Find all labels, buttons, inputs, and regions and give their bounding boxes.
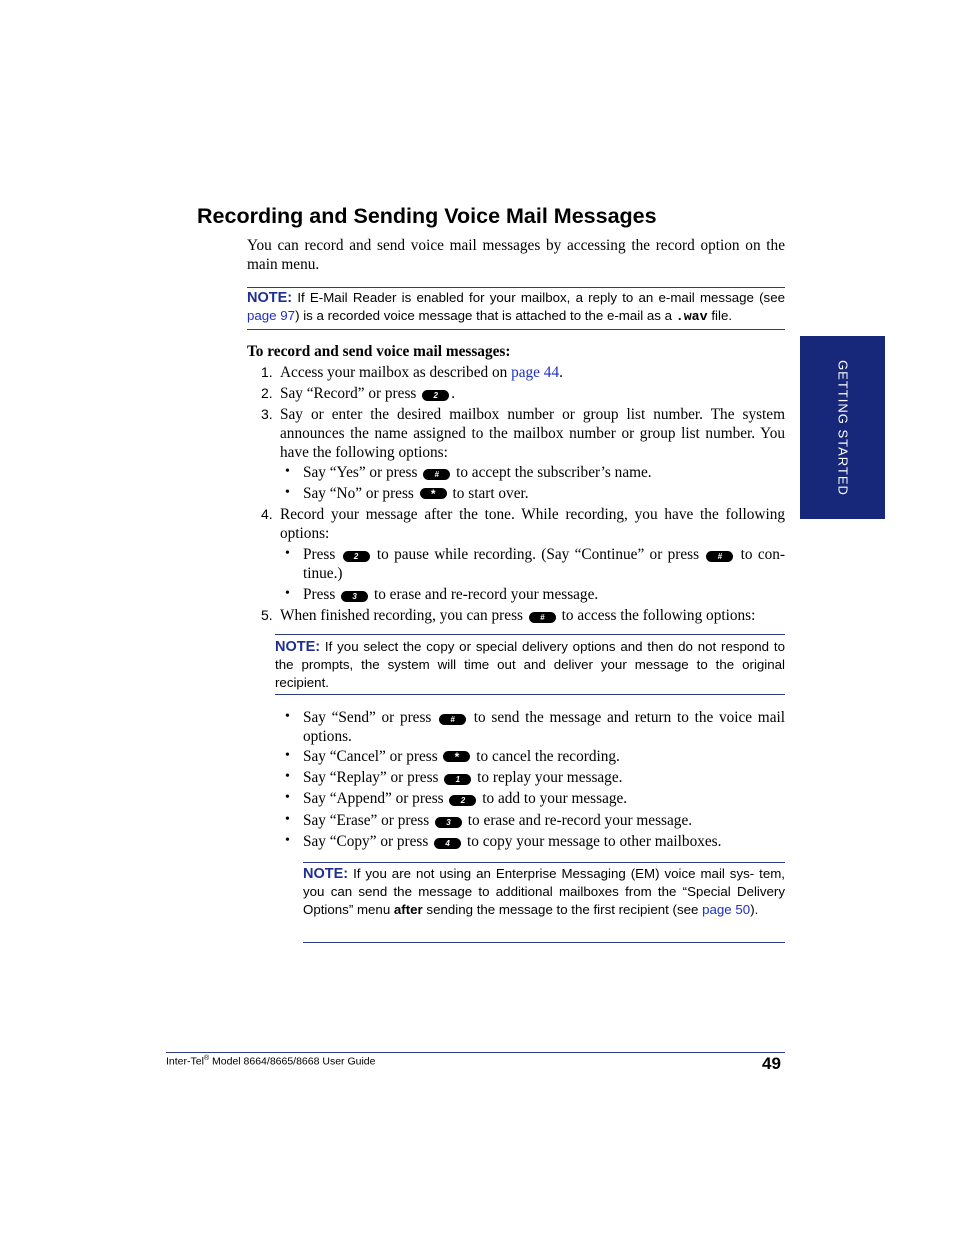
option-text: Say “Append” or press <box>303 790 448 807</box>
option-text: Say “Send” or press <box>303 709 438 726</box>
note-rule-top <box>275 634 785 635</box>
bullet-icon: • <box>285 546 290 561</box>
bullet-icon: • <box>285 709 290 724</box>
footer-brand: Inter-Tel <box>166 1055 204 1068</box>
bullet-icon: • <box>285 464 290 479</box>
option-text: Press <box>303 586 340 603</box>
option-text: Say “No” or press <box>303 485 418 502</box>
bullet-icon: • <box>285 748 290 763</box>
section-tab <box>800 336 885 519</box>
page-44-link[interactable]: page 44 <box>511 364 560 381</box>
key-2-icon: 2 <box>422 390 449 401</box>
step-5 <box>280 606 785 625</box>
note-label: NOTE: <box>247 290 293 306</box>
bullet-icon: • <box>285 769 290 784</box>
note-timeout <box>275 638 785 691</box>
key-1-icon: 1 <box>444 774 471 785</box>
option-text: to start over. <box>448 485 529 502</box>
note-enterprise-messaging <box>303 865 785 919</box>
footer-rule <box>166 1052 785 1053</box>
step-text: Say “Record” or press <box>280 385 421 402</box>
page-50-link[interactable]: page 50 <box>702 902 751 917</box>
step-text: When finished recording, you can press <box>280 607 527 624</box>
option-text: Press <box>303 546 341 563</box>
option-text: to add to your message. <box>478 790 628 807</box>
option-copy <box>303 832 785 851</box>
note-email-reader <box>247 289 785 326</box>
note-rule-top <box>303 862 785 863</box>
option-text: to accept the subscriber’s name. <box>452 464 652 481</box>
key-3-icon: 3 <box>435 817 462 828</box>
step-number: 1. <box>261 364 273 380</box>
key-hash-icon: # <box>423 469 450 480</box>
step-3-option-no <box>303 484 785 503</box>
bullet-icon: • <box>285 485 290 500</box>
step-4-option-pause <box>303 545 785 583</box>
option-send <box>303 708 785 746</box>
option-text: to con- tinue.) <box>303 546 786 582</box>
step-3-option-yes <box>303 463 785 482</box>
step-4-option-erase <box>303 585 785 604</box>
key-hash-icon: # <box>439 714 466 725</box>
step-text: . <box>451 385 456 402</box>
option-text: Say “Copy” or press <box>303 833 433 850</box>
key-2-icon: 2 <box>343 551 370 562</box>
step-1 <box>280 363 785 382</box>
option-text: to copy your message to other mailboxes. <box>463 833 722 850</box>
option-text: Say “Yes” or press <box>303 464 422 481</box>
option-text: Say “Replay” or press <box>303 769 443 786</box>
procedure-heading: To record and send voice mail messages: <box>247 343 511 360</box>
footer-guide-title <box>166 1055 375 1068</box>
step-2 <box>280 384 785 403</box>
note-rule-top <box>247 287 785 288</box>
note-text: If E-Mail Reader is enabled for your mailbox, a reply to an e-mail message (see <box>292 290 785 305</box>
page-97-link[interactable]: page 97 <box>247 308 296 324</box>
step-text: Access your mailbox as described on <box>280 364 512 381</box>
key-star-icon: * <box>443 751 470 762</box>
bullet-icon: • <box>285 812 290 827</box>
wav-code: .wav <box>675 309 708 325</box>
step-number: 3. <box>261 406 273 422</box>
note-rule-bottom <box>275 694 785 695</box>
key-2-icon: 2 <box>449 795 476 806</box>
page-title: Recording and Sending Voice Mail Messages <box>197 204 657 228</box>
step-text: . <box>559 364 563 381</box>
step-number: 4. <box>261 506 273 522</box>
note-text: If you are not using an Enterprise Messaging (EM) voice mail sys- tem, you can send the message to additional mailboxes from the “Special Delivery Options” menu <box>303 866 785 917</box>
key-star-icon: * <box>420 488 447 499</box>
note-text: sending the message to the first recipient (see <box>422 902 703 917</box>
intro-paragraph: You can record and send voice mail messages by accessing the record option on the main menu. <box>247 237 785 273</box>
section-tab-label: GETTING STARTED <box>835 359 850 496</box>
bullet-icon: • <box>285 790 290 805</box>
note-text: ). <box>750 902 759 917</box>
option-text: Say “Cancel” or press <box>303 748 442 765</box>
key-hash-icon: # <box>529 612 556 623</box>
key-hash-icon: # <box>706 551 733 562</box>
page-number: 49 <box>762 1054 781 1073</box>
option-text: to pause while recording. (Say “Continue” or press <box>371 546 705 563</box>
option-text: Say “Erase” or press <box>303 812 433 829</box>
note-text: file. <box>707 308 733 324</box>
footer-guide: Model 8664/8665/8668 User Guide <box>209 1055 376 1068</box>
note-emphasis: after <box>393 902 423 917</box>
step-number: 2. <box>261 385 273 401</box>
key-3-icon: 3 <box>341 591 368 602</box>
option-replay <box>303 768 785 787</box>
option-text: to cancel the recording. <box>472 748 620 765</box>
step-text: to access the following options: <box>557 607 756 624</box>
option-erase <box>303 811 785 830</box>
step-3: Say or enter the desired mailbox number or group list number. The system announces the name assigned to the mailbox number or group list number. You have the following options: <box>280 406 785 461</box>
note-rule-bottom <box>247 329 785 330</box>
bullet-icon: • <box>285 833 290 848</box>
note-label: NOTE: <box>275 639 321 655</box>
option-text: to replay your message. <box>473 769 623 786</box>
option-cancel <box>303 747 785 766</box>
step-number: 5. <box>261 607 273 623</box>
note-text: ) is a recorded voice message that is attached to the e-mail as a <box>295 308 676 324</box>
bullet-icon: • <box>285 586 290 601</box>
option-append <box>303 789 785 808</box>
option-text: to erase and re-record your message. <box>463 812 693 829</box>
note-rule-bottom <box>303 942 785 943</box>
option-text: to send the message and return to the voice mail options. <box>303 709 785 745</box>
note-text: If you select the copy or special delivery options and then do not respond to the prompts, the system will time out and deliver your message to the original recipient. <box>275 639 785 690</box>
note-label: NOTE: <box>303 866 349 882</box>
step-4: Record your message after the tone. While recording, you have the following options: <box>280 506 785 542</box>
option-text: to erase and re-record your message. <box>370 586 599 603</box>
key-4-icon: 4 <box>434 838 461 849</box>
registered-mark: ® <box>203 1055 210 1062</box>
